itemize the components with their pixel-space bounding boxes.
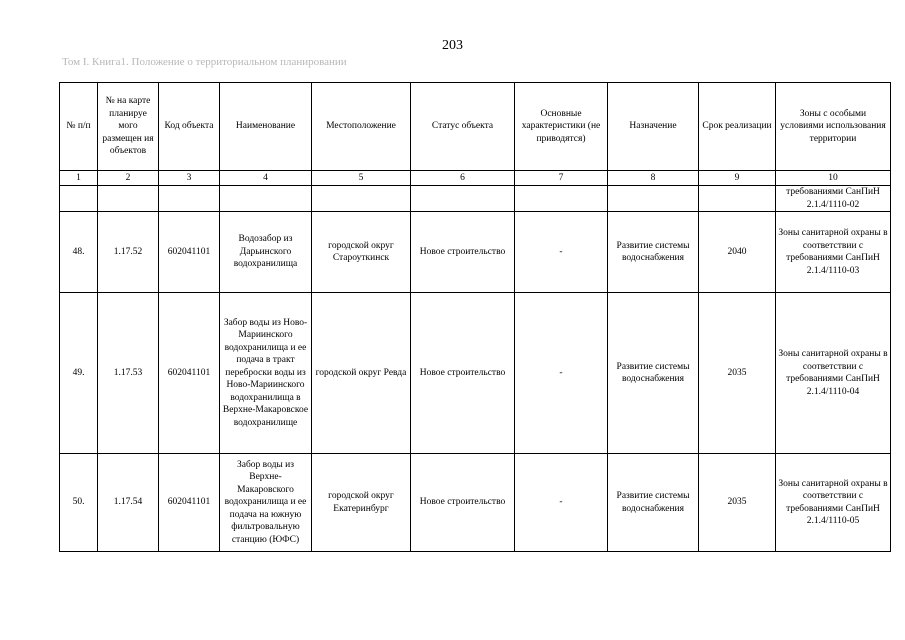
table-cell: требованиями СанПиН 2.1.4/1110-02 — [776, 186, 891, 212]
planning-objects-table — [59, 82, 891, 552]
zones-cell: Зоны санитарной охраны в соответствии с требованиями СанПиН 2.1.4/1110-05 — [776, 454, 891, 552]
column-number: 4 — [220, 171, 312, 186]
header-cell-map-num: № на карте планируе мого размещен ия объектов — [98, 83, 159, 171]
header-cell-code: Код объекта — [159, 83, 220, 171]
row-number-cell: 50. — [60, 454, 98, 552]
table-cell — [411, 186, 515, 212]
table-header-row — [60, 83, 891, 171]
location-cell: городской округ Екатеринбург — [312, 454, 411, 552]
map-number-cell: 1.17.52 — [98, 212, 159, 293]
column-number: 9 — [699, 171, 776, 186]
table-row — [60, 454, 891, 552]
purpose-cell: Развитие системы водоснабжения — [608, 454, 699, 552]
row-number-cell: 48. — [60, 212, 98, 293]
header-cell-name: Наименование — [220, 83, 312, 171]
table-cell — [608, 186, 699, 212]
term-cell: 2035 — [699, 293, 776, 454]
status-cell: Новое строительство — [411, 293, 515, 454]
purpose-cell: Развитие системы водоснабжения — [608, 212, 699, 293]
column-number: 5 — [312, 171, 411, 186]
header-cell-term: Срок реализации — [699, 83, 776, 171]
header-cell-num: № п/п — [60, 83, 98, 171]
location-cell: городской округ Староуткинск — [312, 212, 411, 293]
object-code-cell: 602041101 — [159, 454, 220, 552]
column-number: 10 — [776, 171, 891, 186]
table-cell — [220, 186, 312, 212]
object-code-cell: 602041101 — [159, 212, 220, 293]
column-number: 7 — [515, 171, 608, 186]
table-cell — [312, 186, 411, 212]
column-number: 8 — [608, 171, 699, 186]
characteristics-cell: - — [515, 454, 608, 552]
header-cell-characteristics: Основные характеристики (не приводятся) — [515, 83, 608, 171]
row-number-cell: 49. — [60, 293, 98, 454]
characteristics-cell: - — [515, 293, 608, 454]
status-cell: Новое строительство — [411, 212, 515, 293]
header-cell-status: Статус объекта — [411, 83, 515, 171]
term-cell: 2035 — [699, 454, 776, 552]
object-code-cell: 602041101 — [159, 293, 220, 454]
characteristics-cell: - — [515, 212, 608, 293]
column-number-row — [60, 171, 891, 186]
object-name-cell: Водозабор из Дарьинского водохранилища — [220, 212, 312, 293]
table-cell — [159, 186, 220, 212]
table-cell — [515, 186, 608, 212]
object-name-cell: Забор воды из Верхне-Макаровского водохранилища и ее подача на южную фильтровальную станцию (ЮФС) — [220, 454, 312, 552]
column-number: 3 — [159, 171, 220, 186]
column-number: 6 — [411, 171, 515, 186]
map-number-cell: 1.17.53 — [98, 293, 159, 454]
purpose-cell: Развитие системы водоснабжения — [608, 293, 699, 454]
table-cell — [98, 186, 159, 212]
continued-row — [60, 186, 891, 212]
column-number: 1 — [60, 171, 98, 186]
table-row — [60, 212, 891, 293]
zones-cell: Зоны санитарной охраны в соответствии с требованиями СанПиН 2.1.4/1110-04 — [776, 293, 891, 454]
status-cell: Новое строительство — [411, 454, 515, 552]
term-cell: 2040 — [699, 212, 776, 293]
page-number: 203 — [442, 38, 463, 53]
map-number-cell: 1.17.54 — [98, 454, 159, 552]
header-cell-purpose: Назначение — [608, 83, 699, 171]
header-cell-location: Местоположение — [312, 83, 411, 171]
zones-cell: Зоны санитарной охраны в соответствии с требованиями СанПиН 2.1.4/1110-03 — [776, 212, 891, 293]
column-number: 2 — [98, 171, 159, 186]
table-cell — [699, 186, 776, 212]
table-cell — [60, 186, 98, 212]
object-name-cell: Забор воды из Ново-Мариинского водохранилища и ее подача в тракт переброски воды из Ново-Мариинского водохранилища в Верхне-Макаровское водохранилище — [220, 293, 312, 454]
document-header: Том I. Книга1. Положение о территориальном планировании — [62, 56, 347, 68]
header-cell-zones: Зоны с особыми условиями использования территории — [776, 83, 891, 171]
location-cell: городской округ Ревда — [312, 293, 411, 454]
table-row — [60, 293, 891, 454]
